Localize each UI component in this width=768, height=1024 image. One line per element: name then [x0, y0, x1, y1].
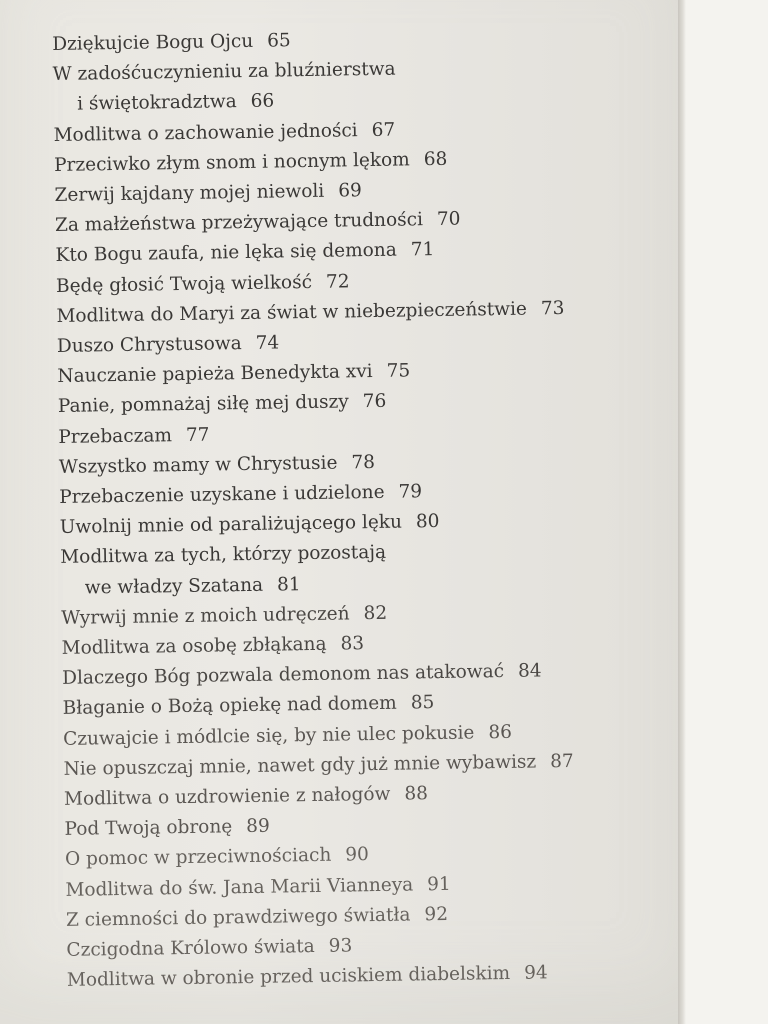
- toc-title: Czuwajcie i módlcie się, by nie ulec pokusie: [62, 722, 475, 750]
- toc-page-number: 82: [363, 602, 388, 625]
- toc-page-number: 74: [255, 332, 280, 354]
- toc-page-number: 69: [338, 180, 362, 202]
- toc-page-number: 94: [523, 962, 548, 984]
- toc-page-number: 81: [276, 573, 301, 596]
- toc-page-number: 90: [345, 844, 370, 866]
- toc-page-number: 71: [410, 239, 435, 261]
- toc-page-number: 86: [488, 721, 513, 743]
- toc-title: Będę głosić Twoją wielkość: [55, 271, 313, 297]
- toc-title: Nie opuszczaj mnie, nawet gdy już mnie wybawisz: [63, 751, 537, 780]
- toc-title: Z ciemności do prawdziwego światła: [65, 904, 411, 931]
- toc-entry: [52, 51, 663, 121]
- toc-title: Przeciwko złym snom i nocnym lękom: [53, 149, 410, 176]
- toc-page-number: 68: [423, 148, 448, 170]
- toc-title: Modlitwa o uzdrowienie z nałogów: [63, 783, 391, 810]
- toc-page-number: 91: [427, 873, 451, 895]
- toc-page-number: 80: [415, 511, 440, 533]
- toc-title: Modlitwa do św. Jana Marii Vianneya: [65, 874, 414, 901]
- toc-title: Modlitwa za osobę zbłąkaną: [61, 633, 327, 659]
- toc-title: Nauczanie papieża Benedykta xvi: [57, 361, 373, 388]
- toc-entry: [60, 534, 671, 604]
- toc-title: O pomoc w przeciwnościach: [64, 845, 332, 871]
- toc-page-number: 84: [517, 660, 542, 683]
- toc-page-number: 78: [351, 451, 376, 474]
- toc-title: Wszystko mamy w Chrystusie: [58, 452, 338, 478]
- toc-title: Modlitwa za tych, którzy pozostają: [60, 542, 387, 569]
- toc-page-number: 65: [267, 30, 291, 52]
- table-of-contents: [52, 20, 677, 996]
- toc-title: W zadośćuczynieniu za bluźnierstwa: [52, 58, 396, 86]
- toc-title-cont-text: we władzy Szatana: [84, 574, 264, 599]
- toc-page-number: 92: [424, 903, 449, 926]
- toc-page-number: 83: [340, 633, 365, 655]
- toc-page-number: 67: [371, 119, 396, 141]
- toc-title: Czcigodna Królowo świata: [66, 936, 315, 961]
- toc-page-number: 87: [549, 750, 574, 773]
- toc-page-number: 85: [410, 692, 435, 714]
- toc-title: Modlitwa w obronie przed uciskiem diabelskim: [66, 963, 511, 992]
- page-edge: [678, 0, 686, 1024]
- toc-title: Kto Bogu zaufa, nie lęka się demona: [55, 240, 397, 267]
- toc-page-number: 72: [325, 270, 350, 293]
- toc-title: Przebaczam: [58, 424, 173, 448]
- toc-title: Uwolnij mnie od paraliżującego lęku: [59, 511, 403, 539]
- toc-page-number: 93: [328, 935, 353, 957]
- toc-title: Panie, pomnażaj siłę mej duszy: [57, 391, 349, 418]
- toc-title: Wyrwij mnie z moich udręczeń: [61, 603, 350, 629]
- toc-page-number: 76: [362, 391, 387, 413]
- toc-title: Dlaczego Bóg pozwala demonom nas atakować: [62, 661, 505, 690]
- toc-page-number: 66: [250, 90, 275, 113]
- toc-page-number: 89: [246, 815, 270, 838]
- toc-page-number: 73: [540, 297, 565, 320]
- toc-title: Modlitwa o zachowanie jedności: [53, 119, 358, 146]
- toc-title: Zerwij kajdany mojej niewoli: [54, 180, 325, 206]
- toc-title: Modlitwa do Maryi za świat w niebezpieczeństwie: [56, 298, 528, 327]
- toc-title: Przebaczenie uzyskane i udzielone: [59, 481, 385, 508]
- toc-title: Dziękujcie Bogu Ojcu: [52, 30, 254, 55]
- toc-page-number: 79: [398, 481, 423, 503]
- toc-title: Błaganie o Bożą opiekę nad domem: [62, 693, 397, 720]
- toc-title: Za małżeństwa przeżywające trudności: [54, 209, 424, 237]
- toc-page-number: 88: [404, 783, 429, 805]
- toc-page-number: 77: [185, 424, 210, 446]
- toc-title: Duszo Chrystusowa: [56, 333, 242, 357]
- toc-title-cont-text: i świętokradztwa: [77, 91, 237, 116]
- toc-title: Pod Twoją obronę: [64, 816, 233, 841]
- toc-page-number: 70: [436, 208, 461, 231]
- toc-page-number: 75: [386, 360, 411, 383]
